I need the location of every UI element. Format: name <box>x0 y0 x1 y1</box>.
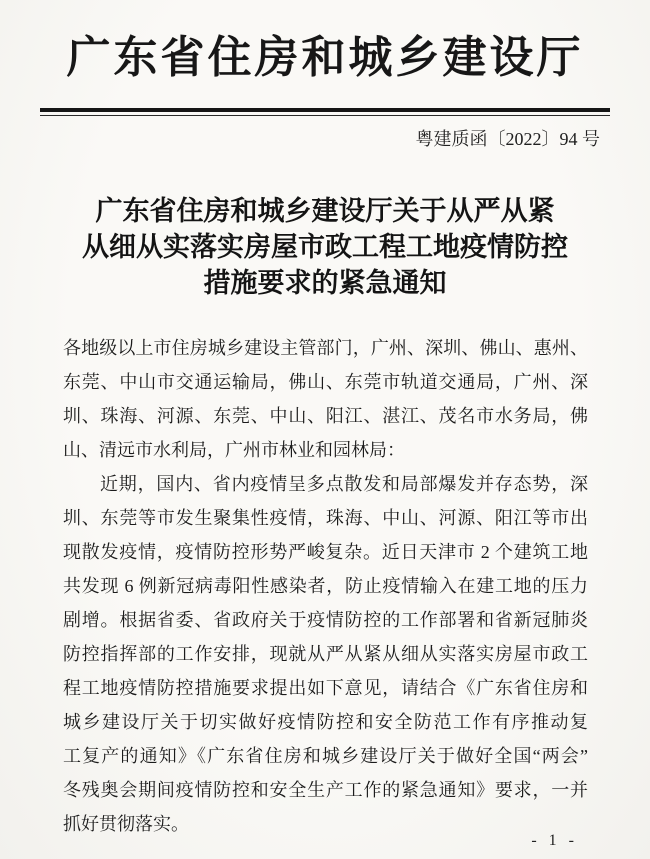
body-line: 城乡建设厅关于切实做好疫情防控和安全防范工作有序推动复 <box>63 712 588 732</box>
body-line: 抓好贯彻落实。 <box>63 814 189 834</box>
body-line: 冬残奥会期间疫情防控和安全生产工作的紧急通知》要求，一并 <box>63 780 588 800</box>
body-line: 工复产的通知》《广东省住房和城乡建设厅关于做好全国“两会” <box>63 746 588 766</box>
divider-thick-line <box>40 108 610 112</box>
body-line: 山、清远市水利局，广州市林业和园林局： <box>63 440 405 460</box>
body-line: 东莞、中山市交通运输局，佛山、东莞市轨道交通局，广州、深 <box>63 372 588 392</box>
body-line: 现散发疫情，疫情防控形势严峻复杂。近日天津市 2 个建筑工地 <box>63 542 588 562</box>
letterhead-divider <box>40 108 610 116</box>
notice-title-line: 广东省住房和城乡建设厅关于从严从紧 <box>95 196 555 226</box>
letterhead-title: 广东省住房和城乡建设厅 <box>66 33 584 82</box>
body-line: 防控指挥部的工作安排，现就从严从紧从细从实落实房屋市政工 <box>63 644 588 664</box>
notice-title <box>0 193 650 301</box>
body-line: 近期，国内、省内疫情呈多点散发和局部爆发并存态势，深 <box>100 474 588 494</box>
notice-title-line: 从细从实落实房屋市政工程工地疫情防控 <box>82 232 568 262</box>
notice-title-line: 措施要求的紧急通知 <box>203 268 447 298</box>
document-body <box>63 331 588 841</box>
body-line: 剧增。根据省委、省政府关于疫情防控的工作部署和省新冠肺炎 <box>63 610 588 630</box>
page-number: - 1 - <box>531 832 578 849</box>
body-line: 圳、珠海、河源、东莞、中山、阳江、湛江、茂名市水务局，佛 <box>63 406 588 426</box>
body-line: 各地级以上市住房城乡建设主管部门，广州、深圳、佛山、惠州、 <box>63 338 588 358</box>
body-line: 程工地疫情防控措施要求提出如下意见，请结合《广东省住房和 <box>63 678 588 698</box>
divider-thin-line <box>40 115 610 116</box>
document-number: 粤建质函〔2022〕94 号 <box>415 129 600 149</box>
body-line: 共发现 6 例新冠病毒阳性感染者，防止疫情输入在建工地的压力 <box>63 576 588 596</box>
body-line: 圳、东莞等市发生聚集性疫情，珠海、中山、河源、阳江等市出 <box>63 508 588 528</box>
